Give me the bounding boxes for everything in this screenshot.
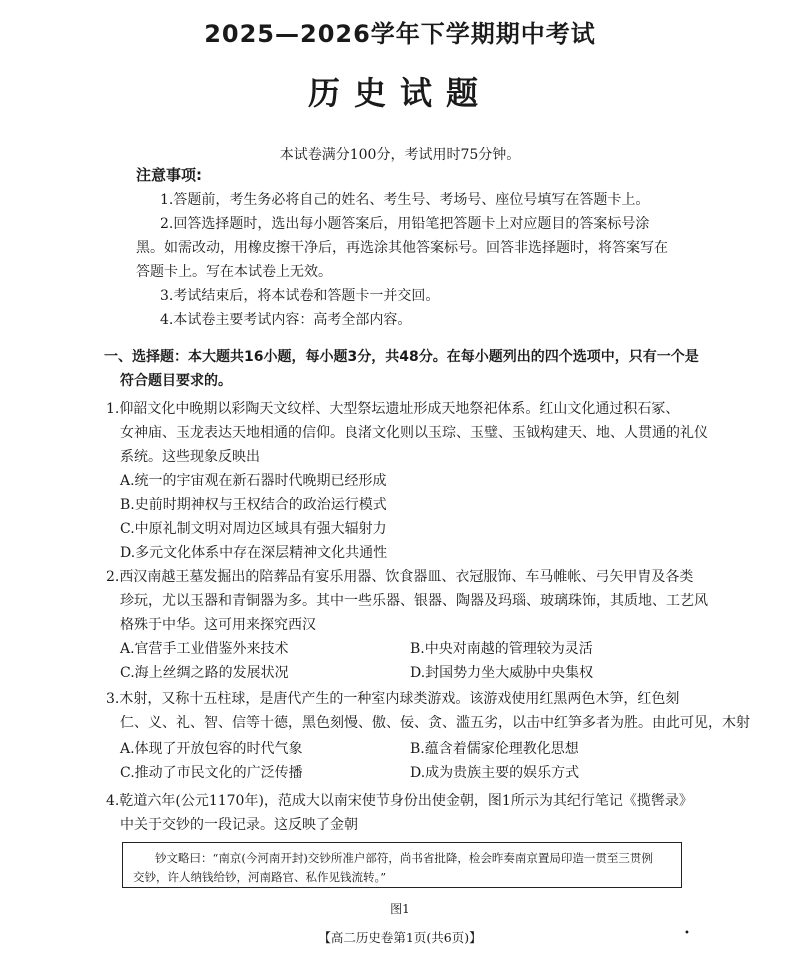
q1-option-a: A.统一的宇宙观在新石器时代晚期已经形成: [120, 473, 387, 489]
section-heading-cont: 符合题目要求的。: [120, 373, 232, 389]
q1-stem: 1.仰韶文化中晚期以彩陶天文纹样、大型祭坛遗址形成天地祭祀体系。红山文化通过积石冢、: [106, 401, 680, 417]
q2-stem: 珍玩，尤以玉器和青铜器为多。其中一些乐器、银器、陶器及玛瑙、玻璃珠饰，其质地、工艺风: [120, 593, 708, 609]
exam-title: 2025—2026学年下学期期中考试: [204, 20, 596, 48]
notice-line: 黑。如需改动，用橡皮擦干净后，再选涂其他答案标号。回答非选择题时，将答案写在: [136, 240, 668, 256]
page-footer: 【高二历史卷第1页(共6页)】: [318, 930, 482, 945]
subject-title: 历史试题: [307, 74, 492, 112]
q2-option-a: A.官营手工业借鉴外来技术: [120, 641, 289, 657]
q1-option-b: B.史前时期神权与王权结合的政治运行模式: [120, 497, 387, 513]
q1-option-d: D.多元文化体系中存在深层精神文化共通性: [120, 545, 388, 561]
notice-line: 3.考试结束后，将本试卷和答题卡一并交回。: [160, 288, 440, 304]
figure-label: 图1: [390, 902, 410, 916]
q3-option-c: C.推动了市民文化的广泛传播: [120, 765, 303, 781]
q3-stem: 仁、义、礼、智、信等十德，黑色刻慢、傲、佞、贪、滥五劣，以击中红笋多者为胜。由此可见，木射: [120, 715, 750, 731]
quote-line: 交钞，许人纳钱给钞，河南路官、私作见钱流转。”: [133, 870, 387, 884]
figure-1-quote: [122, 842, 682, 888]
q2-option-c: C.海上丝绸之路的发展状况: [120, 665, 289, 681]
q4-stem: 中关于交钞的一段记录。这反映了金朝: [120, 817, 358, 833]
q1-stem: 系统。这些现象反映出: [120, 449, 260, 465]
q3-option-a: A.体现了开放包容的时代气象: [120, 741, 303, 757]
q3-stem: 3.木射，又称十五柱球，是唐代产生的一种室内球类游戏。该游戏使用红黑两色木笋，红色刻: [106, 691, 680, 707]
q3-option-b: B.蕴含着儒家伦理教化思想: [410, 741, 579, 757]
q2-stem: 格殊于中华。这可用来探究西汉: [120, 617, 316, 633]
q3-option-d: D.成为贵族主要的娱乐方式: [410, 765, 580, 781]
exam-info: 本试卷满分100分，考试用时75分钟。: [279, 147, 521, 163]
notice-line: 1.答题前，考生务必将自己的姓名、考生号、考场号、座位号填写在答题卡上。: [160, 192, 650, 208]
notice-line: 2.回答选择题时，选出每小题答案后，用铅笔把答题卡上对应题目的答案标号涂: [160, 216, 650, 232]
q2-option-b: B.中央对南越的管理较为灵活: [410, 641, 593, 657]
q2-stem: 2.西汉南越王墓发掘出的陪葬品有宴乐用器、饮食器皿、衣冠服饰、车马帷帐、弓矢甲胄及各类: [106, 569, 694, 585]
q1-stem: 女神庙、玉龙表达天地相通的信仰。良渚文化则以玉琮、玉璧、玉钺构建天、地、人贯通的礼仪: [120, 425, 708, 441]
section-heading: 一、选择题：本大题共16小题，每小题3分，共48分。在每小题列出的四个选项中，只有一个是: [104, 349, 699, 365]
q2-option-d: D.封国势力坐大威胁中央集权: [410, 665, 594, 681]
corner-mark: •: [684, 928, 690, 939]
notice-heading: 注意事项:: [136, 166, 202, 184]
q1-option-c: C.中原礼制文明对周边区域具有强大辐射力: [120, 521, 387, 537]
notice-line: 4.本试卷主要考试内容：高考全部内容。: [160, 312, 412, 328]
q4-stem: 4.乾道六年(公元1170年)，范成大以南宋使节身份出使金朝，图1所示为其纪行笔记《揽辔录》: [106, 793, 693, 809]
quote-line: 钞文略曰：“南京(今河南开封)交钞所准户部符，尚书省批降，检会昨奏南京置局印造一贯至三贯例: [155, 851, 653, 865]
notice-line: 答题卡上。写在本试卷上无效。: [136, 264, 332, 280]
